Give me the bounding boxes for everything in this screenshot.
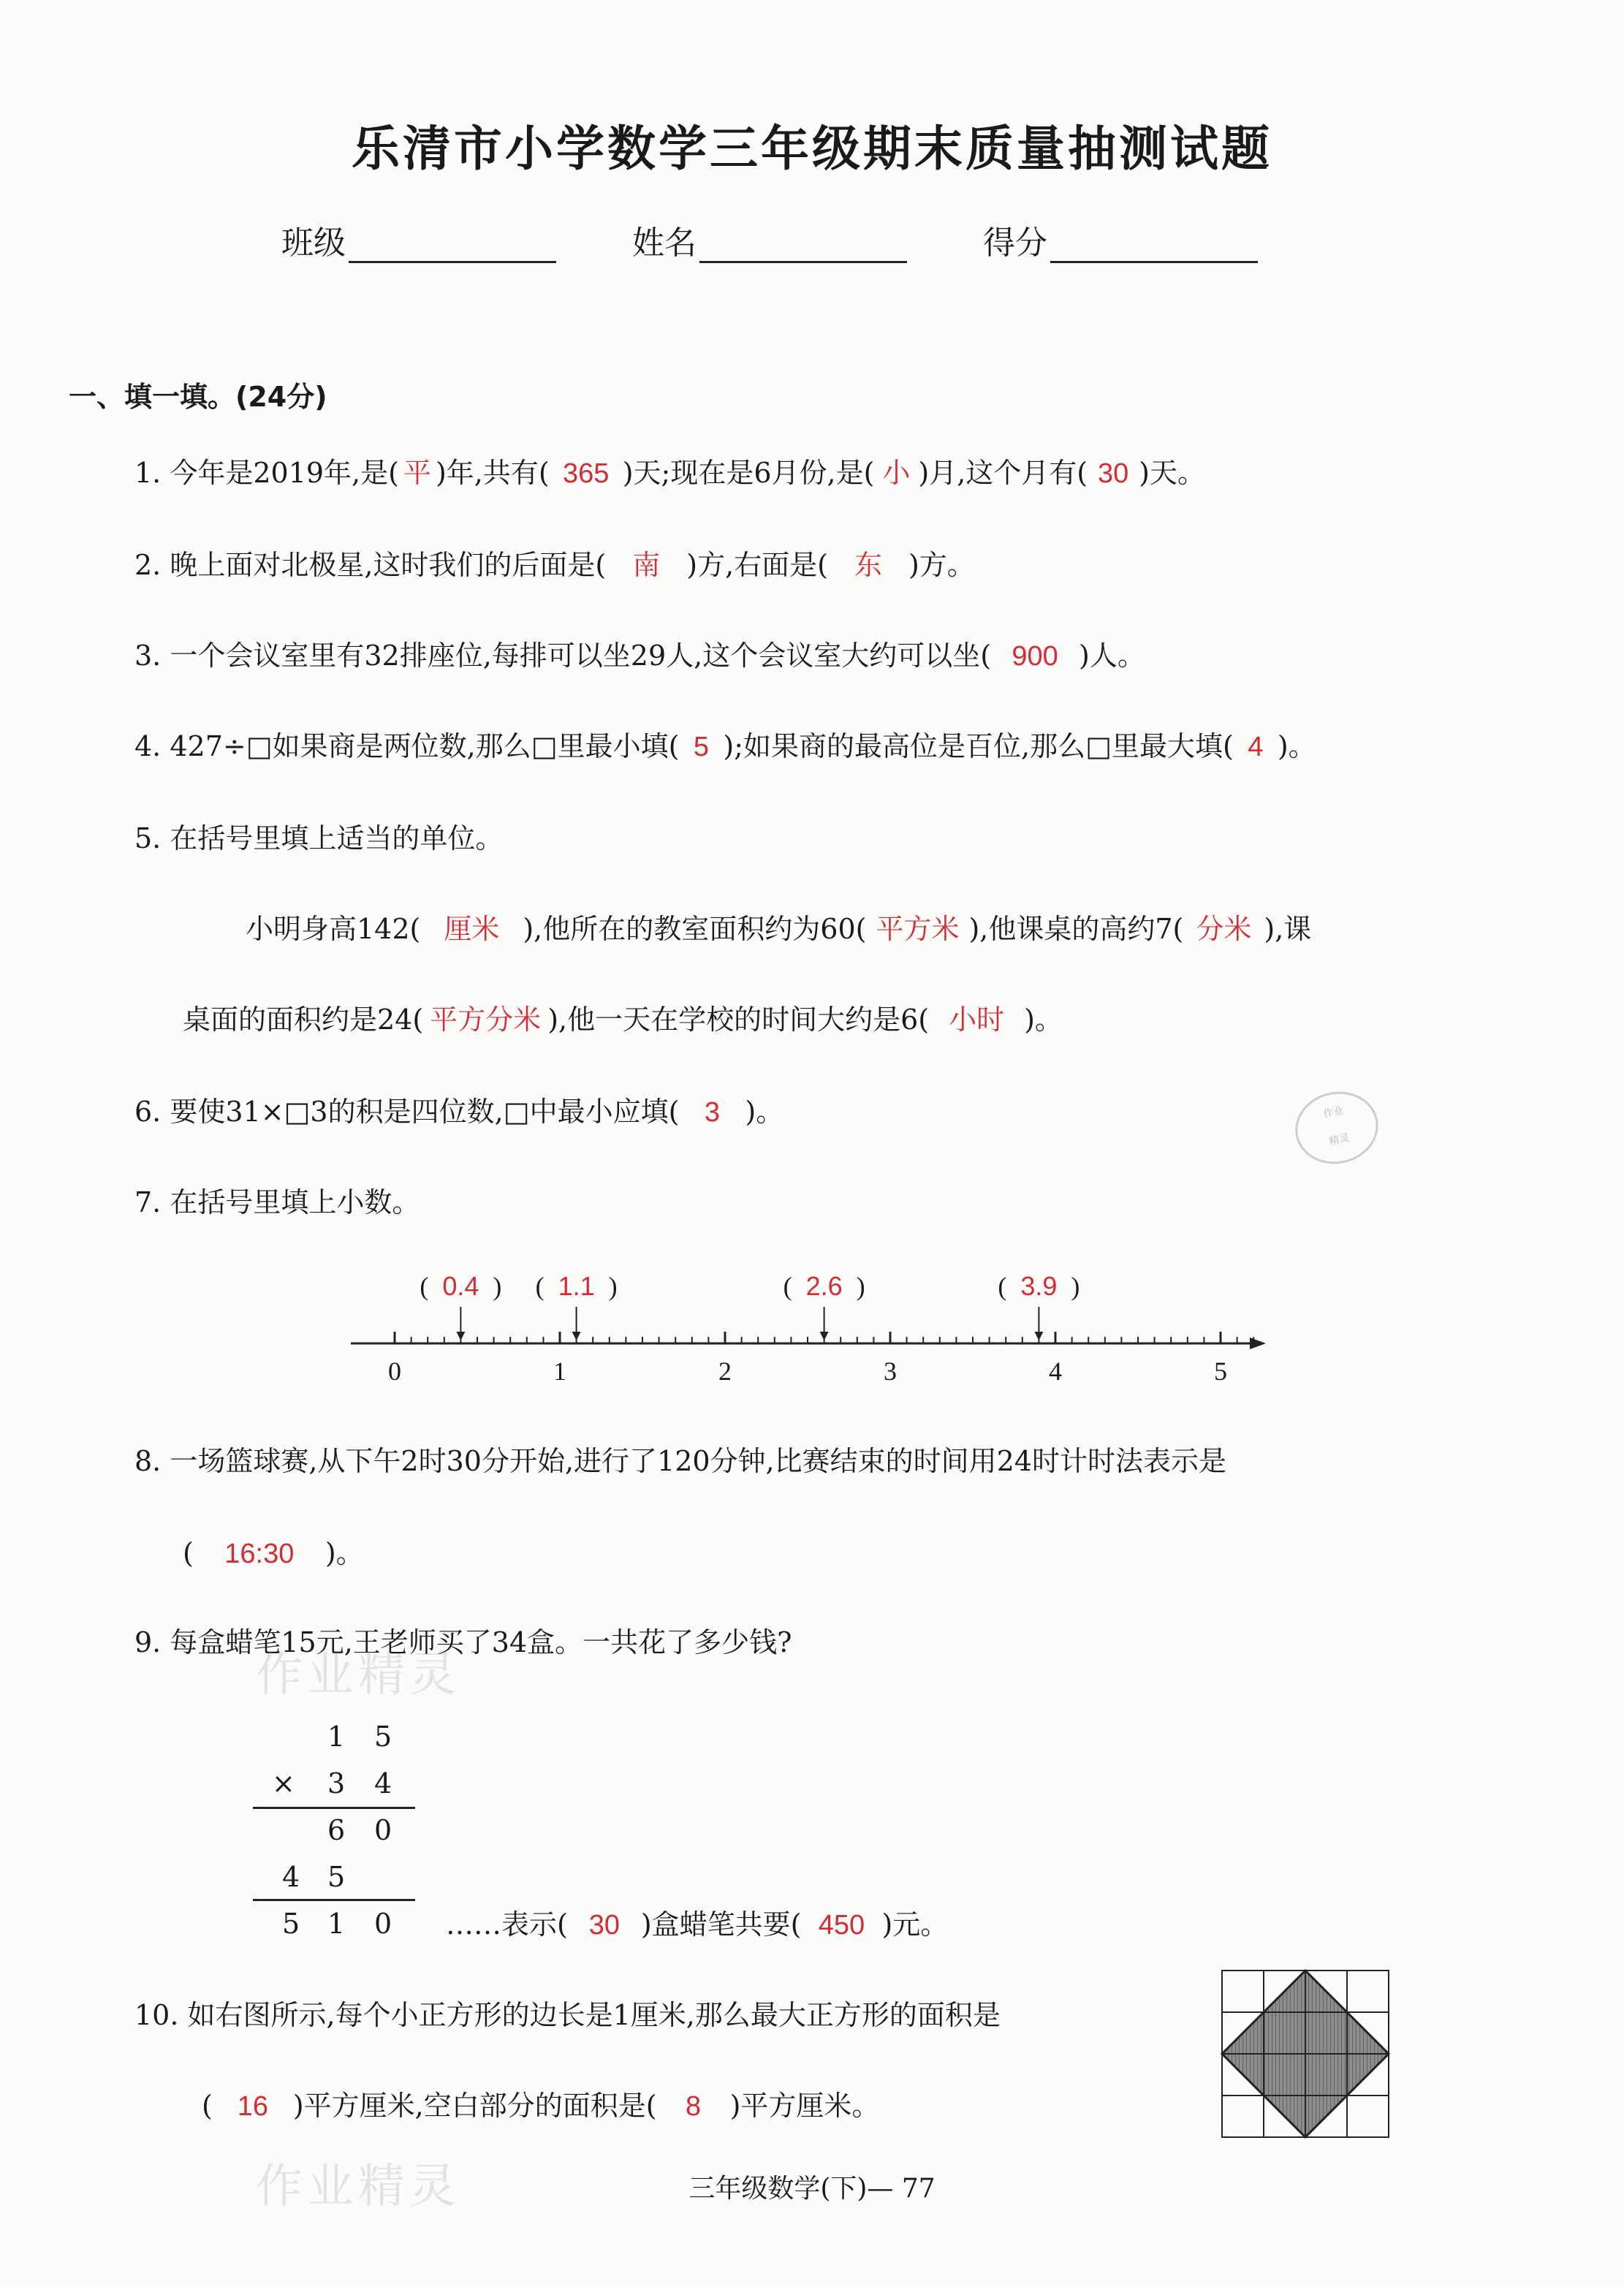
answer: 厘米	[444, 914, 500, 945]
question-1: 1. 今年是2019年,是( 平 )年,共有( 365 )天;现在是6月份,是( 小 )月,这个月有( 30 )天。	[134, 455, 1205, 492]
number-line	[344, 1264, 1272, 1396]
times-sign: ×	[272, 1767, 295, 1799]
answer: 5	[693, 732, 709, 762]
question-10: 10. 如右图所示,每个小正方形的边长是1厘米,那么最大正方形的面积是	[134, 1999, 1001, 2031]
question-5-line-1: 小明身高142( 厘米 ),他所在的教室面积约为60( 平方米 ),他课桌的高约7( 分米 ),课	[246, 911, 1311, 948]
paren-open: (	[783, 1272, 792, 1301]
digit: 5	[327, 1861, 346, 1893]
name-label: 姓名	[632, 224, 697, 262]
digit: 4	[282, 1861, 300, 1893]
grid-diamond-figure	[1221, 1969, 1390, 2139]
paren-close: )	[1071, 1272, 1080, 1301]
question-3: 3. 一个会议室里有32排座位,每排可以坐29人,这个会议室大约可以坐( 900 )人。	[134, 637, 1145, 675]
question-10-line-2: ( 16 )平方厘米,空白部分的面积是( 8 )平方厘米。	[202, 2087, 879, 2125]
answer: 小时	[949, 1005, 1005, 1036]
question-7: 7. 在括号里填上小数。	[134, 1186, 420, 1218]
arrow-head-icon	[1250, 1338, 1266, 1349]
question-9-explanation: ……表示( 30 )盒蜡笔共要( 450 )元。	[446, 1906, 948, 1943]
digit: 5	[374, 1721, 392, 1753]
answer: 平方分米	[430, 1005, 542, 1036]
paren-open: (	[420, 1272, 429, 1301]
answer: 东	[854, 550, 882, 581]
answer: 南	[632, 550, 661, 581]
watermark: 作业精灵	[256, 2160, 460, 2214]
score-label: 得分	[983, 224, 1047, 262]
answer: 小	[882, 458, 911, 489]
digit: 4	[374, 1767, 392, 1799]
question-2: 2. 晚上面对北极星,这时我们的后面是( 南 )方,右面是( 东 )方。	[134, 547, 975, 584]
answer: 4	[1248, 732, 1264, 762]
paren-open: (	[535, 1272, 545, 1301]
watermark: 作业精灵	[256, 1648, 460, 1702]
score-field	[983, 216, 1258, 263]
score-blank	[1050, 226, 1258, 263]
digit: 6	[327, 1814, 346, 1846]
rule-line	[253, 1807, 415, 1809]
answer: 900	[1012, 641, 1058, 672]
name-blank	[699, 226, 907, 263]
stamp-logo: 作业 精灵	[1289, 1084, 1385, 1172]
section-heading: 一、填一填。(24分)	[69, 381, 327, 413]
answer: 8	[685, 2091, 702, 2122]
answer: 平方米	[876, 914, 960, 945]
answer: 450	[818, 1910, 865, 1941]
digit: 1	[327, 1908, 346, 1940]
digit: 1	[327, 1721, 346, 1753]
answer: 365	[562, 458, 610, 489]
digit: 3	[327, 1767, 346, 1799]
digit: 5	[282, 1908, 300, 1940]
class-blank	[349, 226, 556, 263]
answer: 30	[1098, 458, 1129, 489]
class-label: 班级	[281, 224, 346, 262]
digit: 0	[374, 1908, 392, 1940]
answer: 0.4	[442, 1271, 479, 1301]
tick-label: 2	[718, 1357, 732, 1386]
name-field	[632, 216, 907, 263]
question-5: 5. 在括号里填上适当的单位。	[134, 822, 504, 854]
question-4: 4. 427÷□如果商是两位数,那么□里最小填( 5 );如果商的最高位是百位,那么□里最大填( 4 )。	[134, 728, 1316, 765]
arrow-down-icon	[572, 1332, 581, 1340]
question-9: 9. 每盒蜡笔15元,王老师买了34盒。一共花了多少钱?	[134, 1626, 792, 1658]
answer: 2.6	[805, 1271, 843, 1301]
answer: 3.9	[1020, 1271, 1058, 1301]
answer: 3	[704, 1097, 720, 1128]
class-field	[281, 216, 556, 263]
digit: 0	[374, 1814, 392, 1846]
tick-label: 5	[1214, 1357, 1227, 1386]
paren-close: )	[608, 1272, 618, 1301]
tick-label: 3	[884, 1357, 897, 1386]
tick-label: 4	[1049, 1357, 1062, 1386]
arrow-down-icon	[820, 1332, 829, 1340]
question-6: 6. 要使31×□3的积是四位数,□中最小应填( 3 )。	[134, 1093, 783, 1131]
rule-line	[253, 1899, 415, 1901]
tick-label: 0	[388, 1357, 401, 1386]
paren-close: )	[856, 1272, 865, 1301]
page-footer: 三年级数学(下)— 77	[688, 2174, 936, 2204]
answer: 16:30	[224, 1539, 295, 1569]
paren-close: )	[493, 1272, 502, 1301]
tick-label: 1	[553, 1357, 566, 1386]
question-5-line-2: 桌面的面积约是24( 平方分米 ),他一天在学校的时间大约是6( 小时 )。	[183, 1001, 1063, 1039]
answer: 16	[237, 2091, 268, 2122]
question-8-line-2: ( 16:30 )。	[183, 1535, 364, 1572]
arrow-down-icon	[456, 1332, 465, 1340]
question-8: 8. 一场篮球赛,从下午2时30分开始,进行了120分钟,比赛结束的时间用24时计时法表示是	[134, 1445, 1226, 1477]
page-title: 乐清市小学数学三年级期末质量抽测试题	[352, 120, 1272, 177]
arrow-down-icon	[1034, 1332, 1043, 1340]
answer: 分米	[1196, 914, 1252, 945]
paren-open: (	[998, 1272, 1007, 1301]
answer: 平	[403, 458, 431, 489]
answer: 1.1	[558, 1271, 595, 1301]
answer: 30	[588, 1910, 620, 1941]
